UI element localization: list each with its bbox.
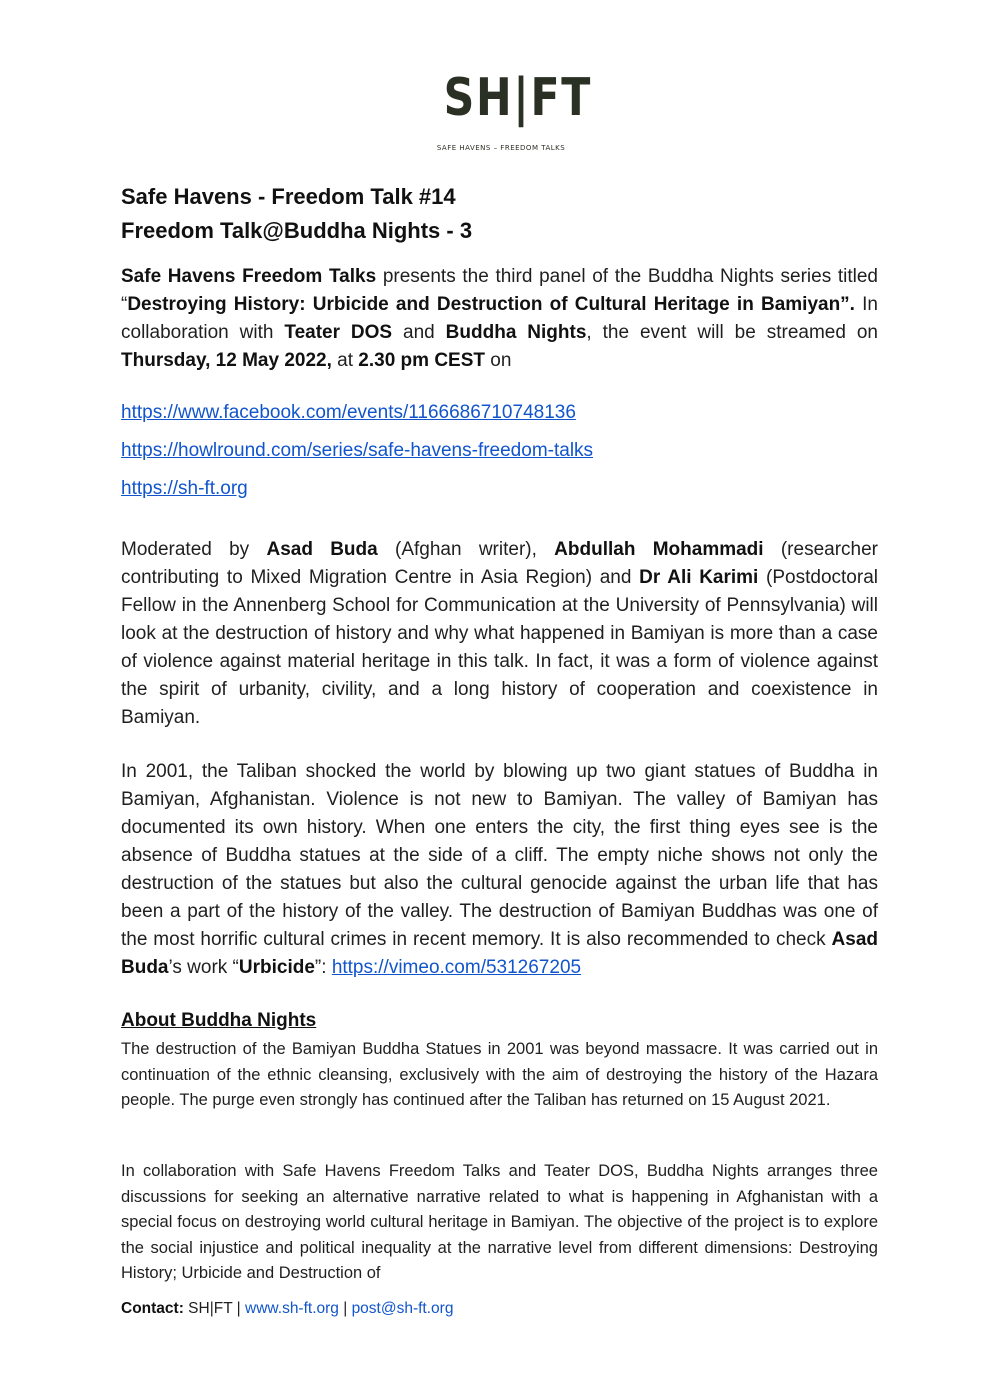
website-link[interactable]: www.sh-ft.org (245, 1300, 339, 1317)
contact-label: Contact: (121, 1300, 184, 1317)
title-line-1: Safe Havens - Freedom Talk #14 (121, 184, 456, 209)
title-line-2: Freedom Talk@Buddha Nights - 3 (121, 218, 473, 243)
event-date: Thursday, 12 May 2022, (121, 350, 332, 371)
partner-buddha-nights: Buddha Nights (445, 322, 587, 343)
org-name: Safe Havens Freedom Talks (121, 266, 377, 287)
work-title: Urbicide (238, 957, 315, 978)
shft-site-link[interactable]: https://sh-ft.org (121, 478, 248, 499)
partner-teater-dos: Teater DOS (284, 322, 393, 343)
moderator-name: Asad Buda (266, 539, 378, 560)
logo-mark: SH|FT (443, 68, 592, 128)
panel-title: Destroying History: Urbicide and Destruction of Cultural Heritage in Bamiyan”. (127, 294, 855, 315)
history-paragraph: In 2001, the Taliban shocked the world by blowing up two giant statues of Buddha in Bamiyan, Afghanistan. Violence is not new to Bamiyan. The valley of Bamiyan has documented its own history. When one enters the city, the first thing eyes see is the absence of Buddha statues at the side of a cliff. The empty niche shows not only the destruction of the statues but also the cultural genocide against the urban life that has been a part of the history of the valley. The destruction of Bamiyan Buddhas was one of the most horrific cultural crimes in recent memory. It is also recommended to check Asad Buda’s work “Urbicide”: https://vimeo.com/531267205 (121, 761, 878, 978)
document-page (121, 0, 878, 1400)
shft-logo (431, 68, 592, 152)
email-link[interactable]: post@sh-ft.org (351, 1300, 454, 1317)
about-paragraph-2: In collaboration with Safe Havens Freedom Talks and Teater DOS, Buddha Nights arranges three discussions for seeking an alternative narrative related to what is happening in Afghanistan with a special focus on destroying world cultural heritage in Bamiyan. The objective of the project is to explore the social injustice and political inequality at the narrative level from different dimensions: Destroying History; Urbicide and Destruction of (121, 1162, 878, 1282)
event-time: 2.30 pm CEST (358, 350, 485, 371)
panelist-name: Abdullah Mohammadi (554, 539, 764, 560)
about-heading: About Buddha Nights (121, 1010, 317, 1031)
document-title (121, 180, 472, 248)
logo-tagline: SAFE HAVENS – FREEDOM TALKS (436, 144, 566, 152)
about-paragraph-1: The destruction of the Bamiyan Buddha Statues in 2001 was beyond massacre. It was carried out in continuation of the ethnic cleansing, exclusively with the aim of destroying the history of the Hazara people. The purge even strongly has continued after the Taliban has returned on 15 August 2021. (121, 1040, 878, 1109)
contact-footer: Contact: SH|FT | www.sh-ft.org | post@sh-ft.org (121, 1300, 454, 1317)
stream-links (121, 394, 593, 508)
intro-paragraph: Safe Havens Freedom Talks presents the third panel of the Buddha Nights series titled “Destroying History: Urbicide and Destruction of Cultural Heritage in Bamiyan”. In collaboration with Teater DOS and Buddha Nights, the event will be streamed on Thursday, 12 May 2022, at 2.30 pm CEST on (121, 266, 878, 371)
howlround-link[interactable]: https://howlround.com/series/safe-havens-freedom-talks (121, 440, 594, 461)
facebook-event-link[interactable]: https://www.facebook.com/events/1166686710748136 (121, 402, 576, 423)
moderators-paragraph: Moderated by Asad Buda (Afghan writer), Abdullah Mohammadi (researcher contributing to Mixed Migration Centre in Asia Region) and Dr Ali Karimi (Postdoctoral Fellow in the Annenberg School for Communication at the University of Pennsylvania) will look at the destruction of history and why what happened in Bamiyan is more than a case of violence against material heritage in this talk. In fact, it was a form of violence against the spirit of urbanity, civility, and a long history of cooperation and coexistence in Bamiyan. (121, 539, 878, 728)
vimeo-link[interactable]: https://vimeo.com/531267205 (331, 957, 582, 978)
panelist-name: Dr Ali Karimi (639, 567, 759, 588)
author-name: Asad Buda (121, 929, 878, 978)
